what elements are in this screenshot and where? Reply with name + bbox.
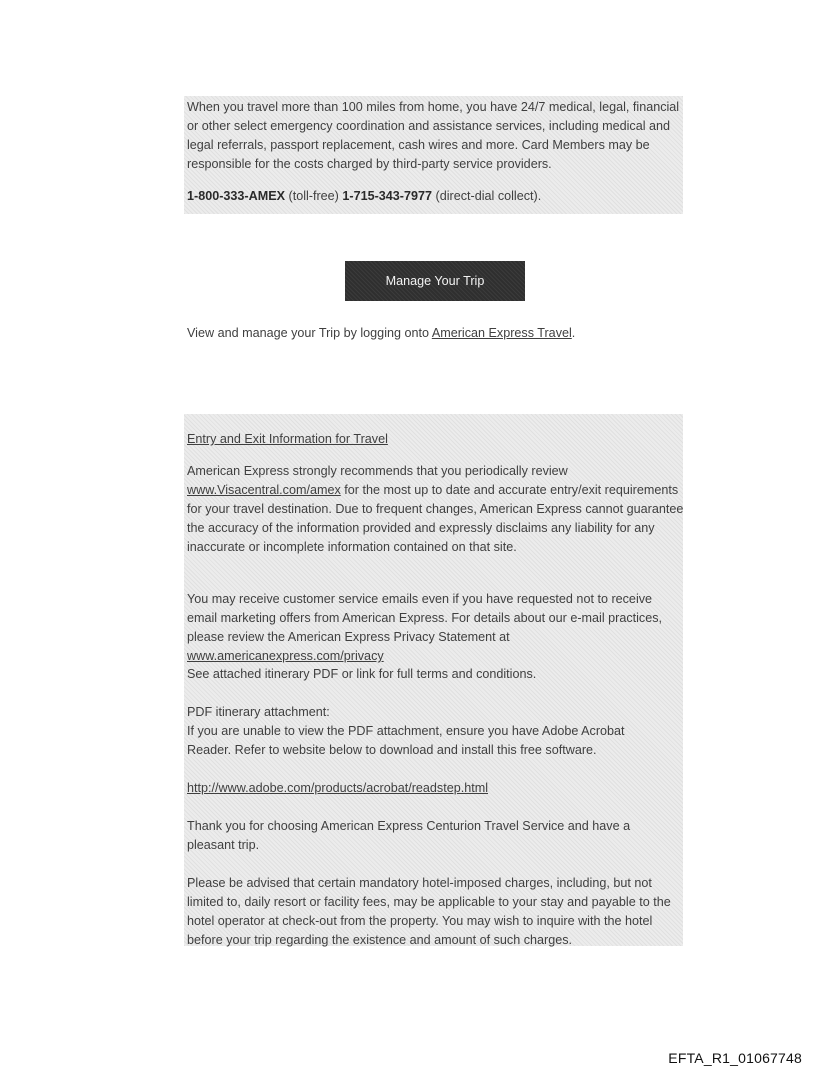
- toll-free-label: (toll-free): [285, 189, 343, 203]
- itinerary-note: See attached itinerary PDF or link for full terms and conditions.: [187, 667, 537, 681]
- adobe-link[interactable]: http://www.adobe.com/products/acrobat/readstep.html: [187, 781, 489, 795]
- toll-free-phone[interactable]: 1-800-333-AMEX: [187, 189, 285, 203]
- entry-exit-prefix: American Express strongly recommends that you periodically review: [187, 464, 568, 478]
- manage-trip-prefix: View and manage your Trip by logging onto: [187, 326, 432, 340]
- privacy-link[interactable]: www.americanexpress.com/privacy: [187, 649, 384, 663]
- visacentral-link[interactable]: www.Visacentral.com/amex: [187, 483, 341, 497]
- phone-line: [187, 187, 685, 206]
- document-id: EFTA_R1_01067748: [668, 1050, 802, 1066]
- entry-exit-text: [187, 462, 685, 557]
- manage-trip-text: [187, 324, 707, 343]
- manage-trip-suffix: .: [571, 326, 576, 340]
- entry-exit-heading: [187, 430, 685, 449]
- pdf-title: PDF itinerary attachment:: [187, 705, 330, 719]
- manage-trip-button[interactable]: Manage Your Trip: [345, 261, 525, 301]
- collect-label: (direct-dial collect).: [432, 189, 542, 203]
- collect-phone[interactable]: 1-715-343-7977: [342, 189, 433, 203]
- assistance-text: When you travel more than 100 miles from home, you have 24/7 medical, legal, financial or other select emergency coordination and assistance services, including medical and legal referrals, passport replacement, cash wires and more. Card Members may be responsible for the costs charged by third-party service providers.: [187, 100, 680, 171]
- privacy-text: [187, 590, 685, 666]
- thank-you-text: Thank you for choosing American Express Centurion Travel Service and have a pleasant trip.: [187, 819, 631, 852]
- pdf-instructions: If you are unable to view the PDF attachment, ensure you have Adobe Acrobat Reader. Refer to website below to download and install this free software.: [187, 724, 625, 757]
- privacy-body: You may receive customer service emails even if you have requested not to receive email marketing offers from American Express. For details about our e-mail practices, please review the American Express Privacy Statement at: [187, 592, 663, 644]
- entry-exit-heading-link[interactable]: Entry and Exit Information for Travel: [187, 432, 388, 446]
- entry-exit-body: for the most up to date and accurate entry/exit requirements for your travel destination. Due to frequent changes, American Express cannot guarantee the accuracy of the information provided and expressly disclaims any liability for any inaccurate or incomplete information contained on that site.: [187, 483, 684, 554]
- hotel-charges-text: Please be advised that certain mandatory hotel-imposed charges, including, but not limited to, daily resort or facility fees, may be applicable to your stay and payable to the hotel operator at check-out from the property. You may wish to inquire with the hotel before your trip regarding the existence and amount of such charges.: [187, 876, 671, 947]
- adobe-link-line: [187, 779, 685, 798]
- amex-travel-link[interactable]: American Express Travel: [431, 326, 572, 340]
